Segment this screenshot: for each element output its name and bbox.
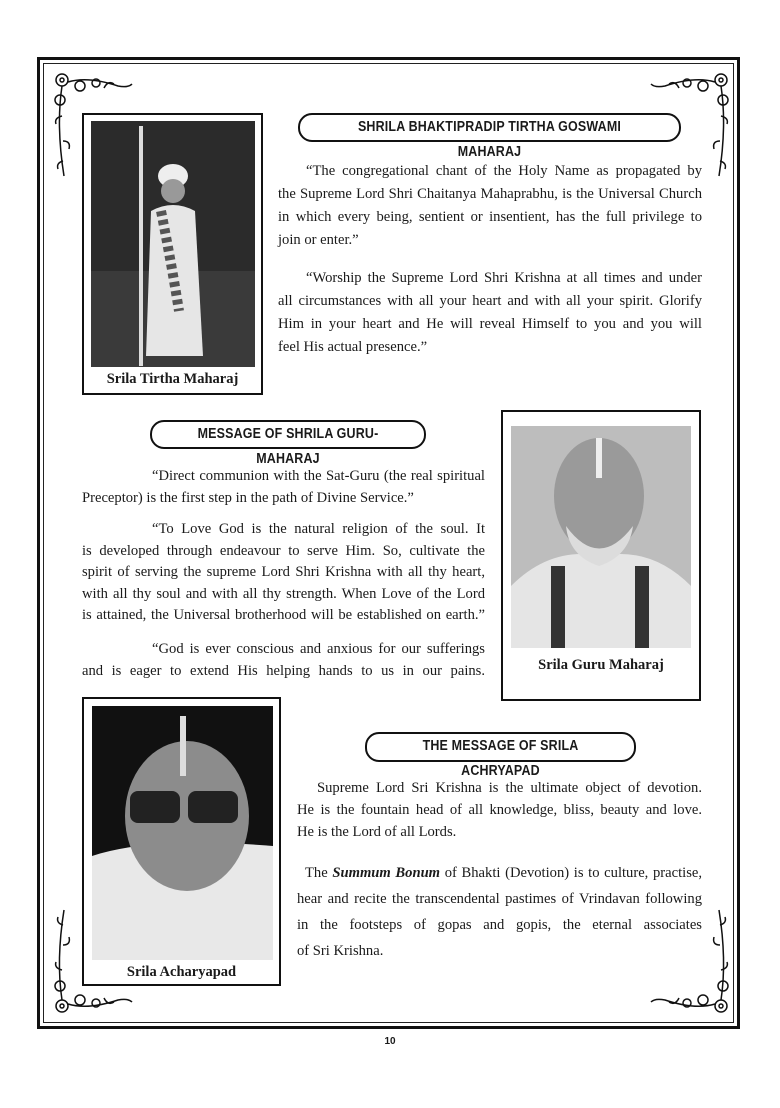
text-line: “Worship the Supreme Lord Shri Krishna at all times and under	[306, 270, 702, 286]
section-heading	[150, 420, 426, 467]
page-number: 10	[384, 1036, 396, 1047]
text-line: “The congregational chant of the Holy Name as propagated by	[306, 163, 702, 179]
text-line: in the footsteps of gopas and gopis, the eternal associates	[297, 917, 702, 933]
photo-acharyapad	[82, 697, 281, 986]
text-line: Preceptor) is the first step in the path of Divine Service.”	[82, 490, 414, 506]
text-line: THE MESSAGE OF SRILA ACHRYAPAD	[422, 738, 579, 779]
portrait-photo-icon	[91, 121, 255, 367]
photo-caption: Srila Tirtha Maharaj	[106, 371, 239, 387]
text-line: with all thy soul and with all thy strength. When Love of the Lord	[82, 585, 485, 602]
text-line: Him in your heart and He will reveal Himself to you and you will	[278, 316, 702, 332]
text-line: He is the Lord of all Lords.	[297, 824, 457, 840]
text-line: “Direct communion with the Sat-Guru (the real spiritual	[152, 468, 485, 484]
quote-paragraph	[278, 267, 702, 359]
text-line: is developed through endeavour to serve Him. So, cultivate the	[82, 542, 485, 559]
photo-caption: Srila Acharyapad	[126, 964, 237, 980]
text-line: and is eager to extend His helping hands to us in our pains.	[82, 663, 485, 679]
text-line: is attained, the Universal brotherhood will be established on earth.”	[82, 607, 485, 623]
portrait-photo-icon	[92, 706, 273, 960]
portrait-photo-icon	[511, 426, 691, 648]
photo-guru-maharaj	[501, 410, 701, 701]
text-line: “To Love God is the natural religion of the soul. It	[152, 521, 485, 537]
text-line: feel His actual presence.”	[278, 339, 428, 355]
section-heading	[365, 732, 636, 779]
quote-paragraph	[82, 638, 485, 682]
message-paragraph	[297, 777, 702, 843]
emphasis-summum-bonum: Summum Bonum	[332, 865, 441, 881]
quote-paragraph	[278, 160, 702, 252]
text: of Bhakti (Devotion) is to culture, practise,	[440, 865, 703, 881]
message-paragraph	[297, 860, 702, 964]
text-line: join or enter.”	[278, 232, 359, 248]
quote-paragraph	[82, 519, 485, 627]
quote-paragraph	[82, 465, 485, 509]
photo-tirtha-maharaj	[82, 113, 263, 395]
text-line: He is the fountain head of all knowledge, bliss, beauty and love.	[297, 802, 702, 818]
text-line: all circumstances with all your heart and with all your spirit. Glorify	[278, 293, 702, 309]
text-line: “God is ever conscious and anxious for our sufferings	[152, 641, 485, 657]
text-line: of Sri Krishna.	[297, 943, 384, 959]
text-line: in which every being, sentient or insentient, has the full privilege to	[278, 209, 702, 225]
text-line: Supreme Lord Sri Krishna is the ultimate object of devotion.	[317, 780, 702, 796]
text-line: the Supreme Lord Shri Chaitanya Mahaprabhu, is the Universal Church	[278, 186, 702, 202]
text-line: hear and recite the transcendental pastimes of Vrindavan following	[297, 891, 702, 907]
text: The	[305, 865, 333, 881]
photo-caption: Srila Guru Maharaj	[538, 657, 664, 673]
section-heading	[298, 113, 681, 160]
text-line: MESSAGE OF SHRILA GURU-MAHARAJ	[197, 426, 379, 467]
text-line: spirit of serving the supreme Lord Shri Krishna with all thy heart,	[82, 564, 485, 580]
text-line: SHRILA BHAKTIPRADIP TIRTHA GOSWAMI MAHARAJ	[357, 119, 622, 160]
